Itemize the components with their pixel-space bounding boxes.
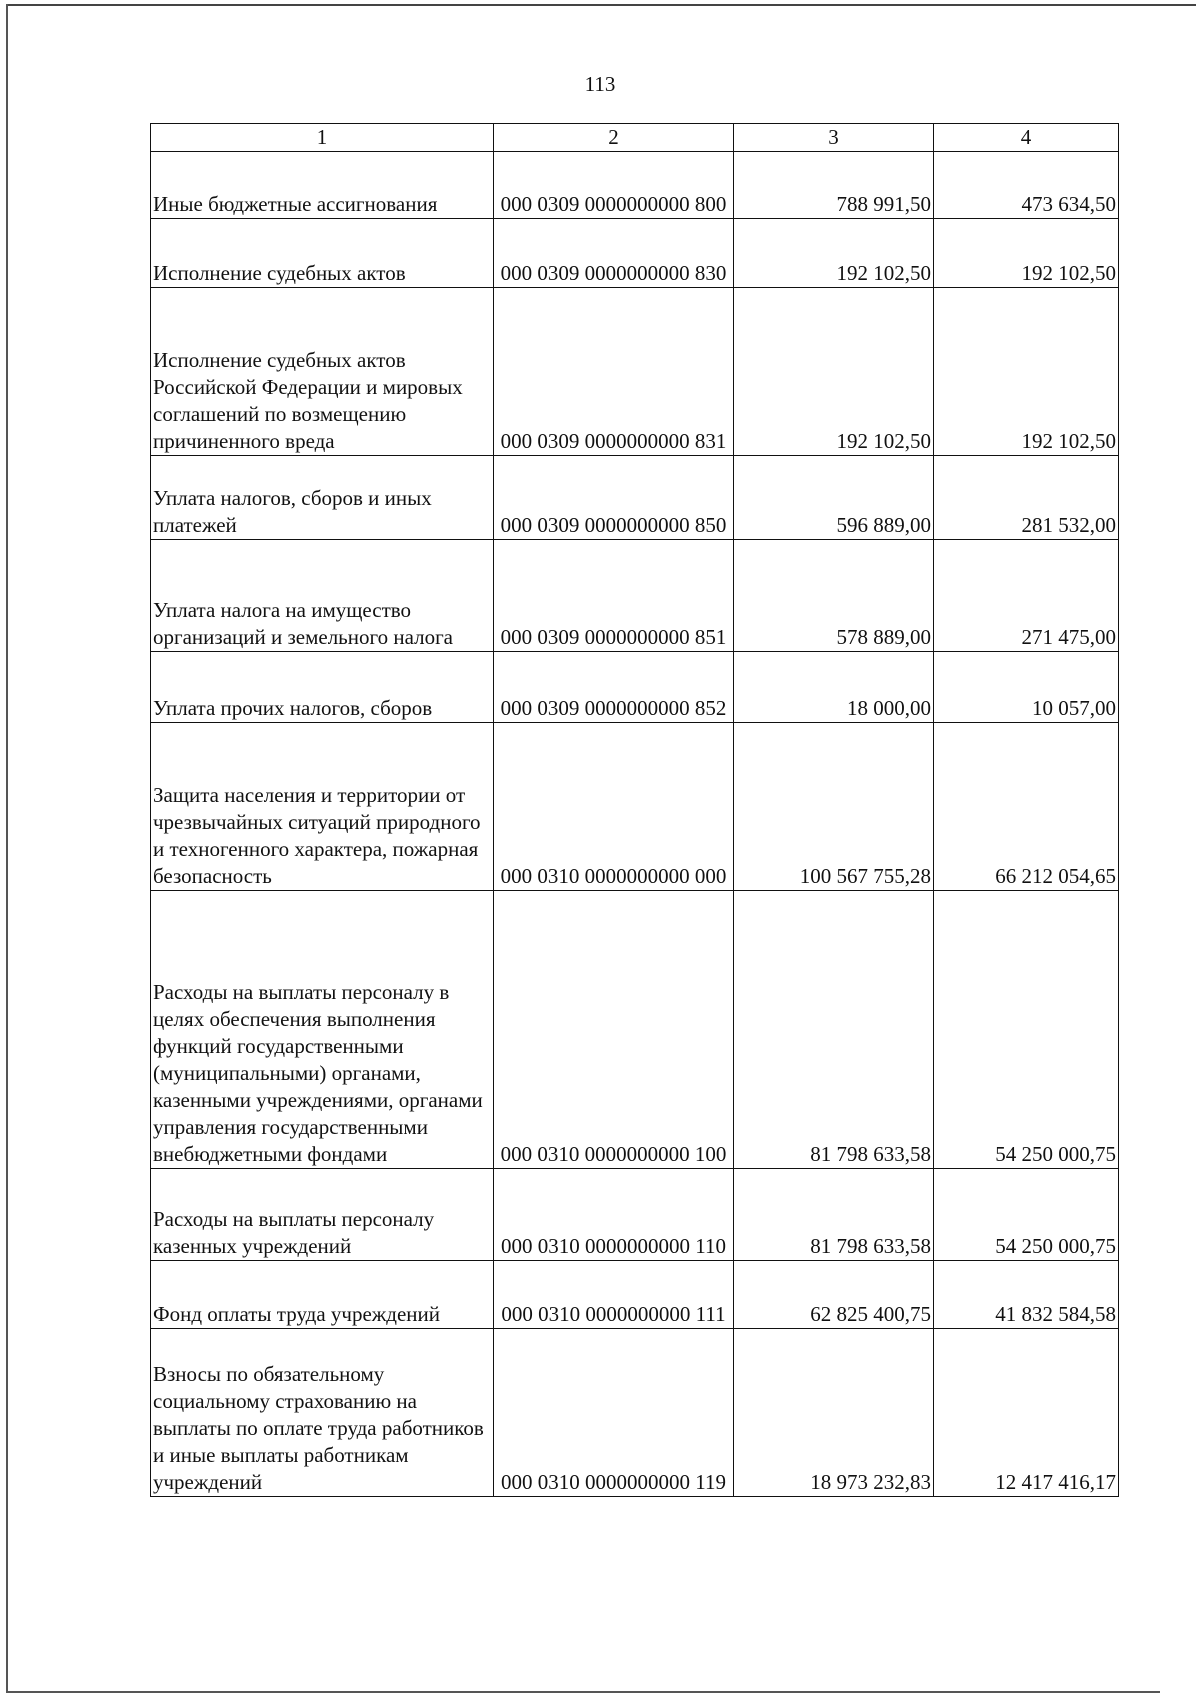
row-value-col3: 100 567 755,28 [734, 723, 934, 891]
row-code: 000 0309 0000000000 850 [494, 456, 734, 540]
row-value-col3: 62 825 400,75 [734, 1261, 934, 1329]
table-row [151, 1169, 1119, 1261]
row-name: Фонд оплаты труда учреждений [151, 1261, 494, 1329]
row-name: Уплата налога на имущество организаций и земельного налога [151, 540, 494, 652]
row-value-col4: 54 250 000,75 [934, 1169, 1119, 1261]
row-name: Расходы на выплаты персоналу в целях обеспечения выполнения функций государственными (муниципальными) органами, казенными учреждениями, органами управления государственными внебюджетными фондами [151, 891, 494, 1169]
row-value-col4: 271 475,00 [934, 540, 1119, 652]
table-row [151, 723, 1119, 891]
budget-table [150, 123, 1119, 1497]
row-name: Взносы по обязательному социальному страхованию на выплаты по оплате труда работников и иные выплаты работникам учреждений [151, 1329, 494, 1497]
row-value-col4: 281 532,00 [934, 456, 1119, 540]
header-col-1: 1 [151, 124, 494, 152]
page-number: 113 [584, 72, 616, 96]
row-value-col3: 18 973 232,83 [734, 1329, 934, 1497]
table-row [151, 652, 1119, 723]
row-code: 000 0310 0000000000 000 [494, 723, 734, 891]
row-value-col3: 596 889,00 [734, 456, 934, 540]
row-value-col3: 81 798 633,58 [734, 891, 934, 1169]
row-code: 000 0309 0000000000 830 [494, 219, 734, 288]
row-code: 000 0309 0000000000 851 [494, 540, 734, 652]
scan-border-top [6, 4, 1196, 6]
header-col-4: 4 [934, 124, 1119, 152]
scan-border-bottom [6, 1691, 1160, 1693]
table-row [151, 891, 1119, 1169]
row-code: 000 0310 0000000000 110 [494, 1169, 734, 1261]
row-code: 000 0310 0000000000 100 [494, 891, 734, 1169]
row-value-col3: 81 798 633,58 [734, 1169, 934, 1261]
scan-border-left [6, 4, 8, 1693]
row-value-col3: 18 000,00 [734, 652, 934, 723]
header-col-3: 3 [734, 124, 934, 152]
table-row [151, 540, 1119, 652]
row-value-col4: 192 102,50 [934, 219, 1119, 288]
table-row [151, 219, 1119, 288]
header-col-2: 2 [494, 124, 734, 152]
row-name: Исполнение судебных актов Российской Федерации и мировых соглашений по возмещению причиненного вреда [151, 288, 494, 456]
table-row [151, 1261, 1119, 1329]
row-value-col3: 192 102,50 [734, 288, 934, 456]
row-code: 000 0309 0000000000 831 [494, 288, 734, 456]
row-code: 000 0310 0000000000 111 [494, 1261, 734, 1329]
row-name: Расходы на выплаты персоналу казенных учреждений [151, 1169, 494, 1261]
table-header-row [151, 124, 1119, 152]
row-value-col4: 192 102,50 [934, 288, 1119, 456]
row-value-col3: 578 889,00 [734, 540, 934, 652]
row-value-col4: 10 057,00 [934, 652, 1119, 723]
row-code: 000 0310 0000000000 119 [494, 1329, 734, 1497]
table-row [151, 1329, 1119, 1497]
row-name: Уплата прочих налогов, сборов [151, 652, 494, 723]
row-name: Защита населения и территории от чрезвычайных ситуаций природного и техногенного характера, пожарная безопасность [151, 723, 494, 891]
row-code: 000 0309 0000000000 800 [494, 152, 734, 219]
row-value-col4: 12 417 416,17 [934, 1329, 1119, 1497]
row-value-col3: 788 991,50 [734, 152, 934, 219]
table-row [151, 152, 1119, 219]
row-value-col4: 66 212 054,65 [934, 723, 1119, 891]
row-value-col4: 41 832 584,58 [934, 1261, 1119, 1329]
row-value-col4: 473 634,50 [934, 152, 1119, 219]
row-name: Уплата налогов, сборов и иных платежей [151, 456, 494, 540]
table-row [151, 456, 1119, 540]
row-name: Исполнение судебных актов [151, 219, 494, 288]
row-code: 000 0309 0000000000 852 [494, 652, 734, 723]
table-row [151, 288, 1119, 456]
row-value-col3: 192 102,50 [734, 219, 934, 288]
row-name: Иные бюджетные ассигнования [151, 152, 494, 219]
row-value-col4: 54 250 000,75 [934, 891, 1119, 1169]
